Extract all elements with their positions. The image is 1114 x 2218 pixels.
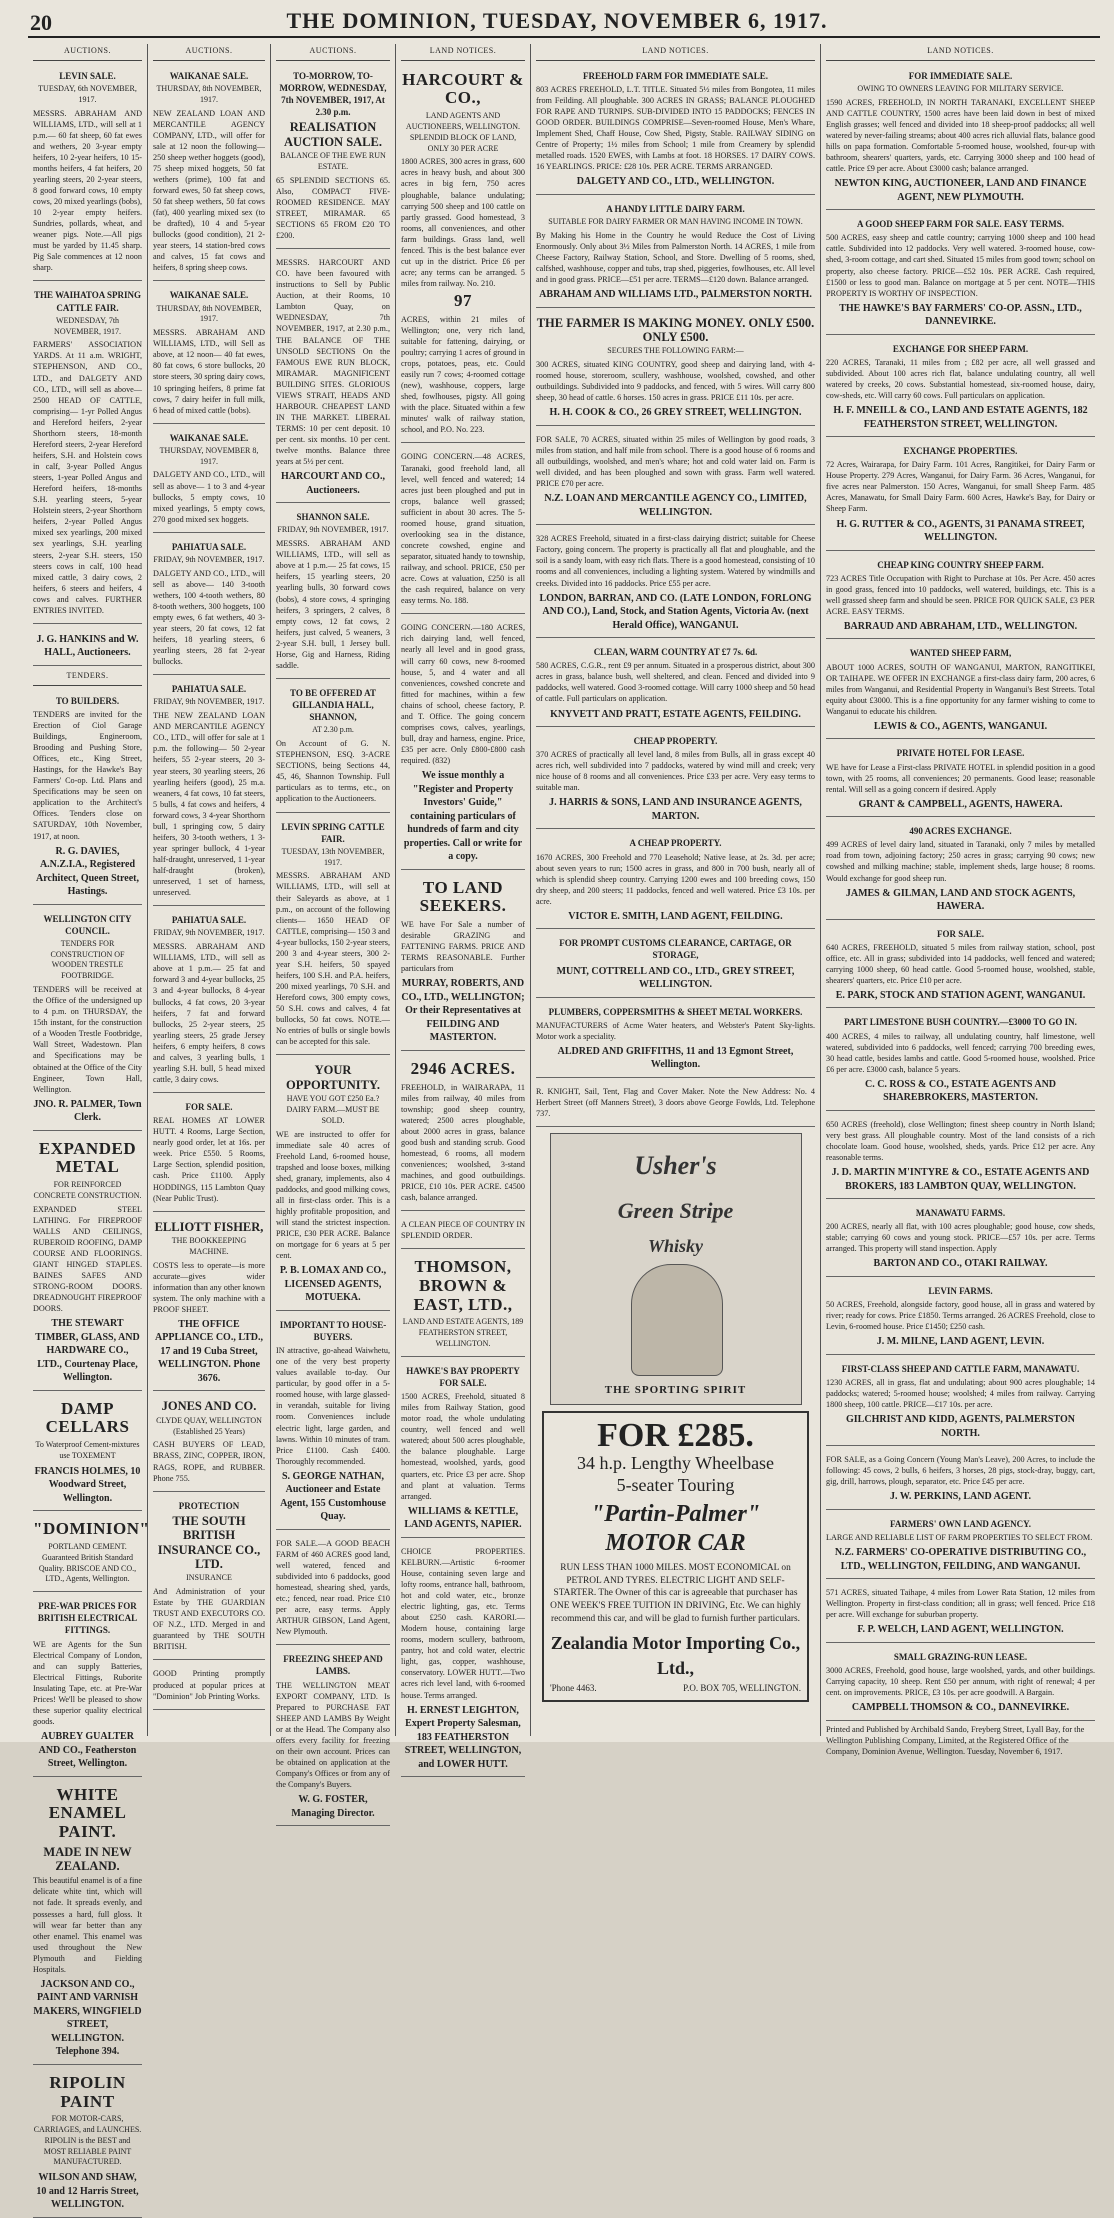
ad-signature: MUNT, COTTRELL AND CO., LTD., GREY STREET, WELLINGTON. — [556, 965, 795, 991]
ad-subtitle: FRIDAY, 9th NOVEMBER, 1917. — [153, 697, 265, 707]
ad-heading: CHEAP PROPERTY. — [633, 736, 718, 746]
advertisement — [826, 642, 1095, 739]
ad-heading: WAIKANAE SALE. — [169, 70, 249, 81]
advertisement — [33, 908, 142, 1131]
column-header: AUCTIONS. — [276, 44, 390, 61]
ad-heading: WAIKANAE SALE. — [169, 432, 249, 443]
motor-spec: 34 h.p. Lengthy Wheelbase — [576, 1453, 775, 1474]
ad-subtitle: LAND AGENTS AND AUCTIONEERS, WELLINGTON. SPLENDID BLOCK OF LAND, ONLY 30 PER ACRE — [405, 111, 521, 153]
ad-body: 723 ACRES Title Occupation with Right to Purchase at 10s. Per Acre. 450 acres in good grass, fenced into 10 paddocks, well watered, buildings, etc. This is a well grassed sheep farm and should be seen. PRICE FOR QUICK SALE, £3 PER ACRE. EASY TERMS. — [826, 573, 1095, 616]
ad-signature: GILCHRIST AND KIDD, AGENTS, PALMERSTON NORTH. — [846, 1414, 1075, 1439]
ad-subtitle: FRIDAY, 9th NOVEMBER, 1917. — [153, 554, 265, 564]
ad-subheadline: REALISATION AUCTION SALE. — [284, 120, 382, 149]
advertisement — [401, 1214, 525, 1249]
ad-signature: JNO. R. PALMER, Town Clerk. — [33, 1098, 142, 1124]
ad-signature: J. D. MARTIN M'INTYRE & CO., ESTATE AGENTS AND BROKERS, 183 LAMBTON QUAY, WELLINGTON. — [831, 1167, 1090, 1192]
ad-body: CHOICE PROPERTIES. KELBURN.—Artistic 6-roomer House, containing seven large and lofty rooms, entrance hall, bathroom, hot and cold water, etc., bronze electric lighting, gas, etc. Terms about £250 cash. KARORI.—Modern house, containing large rooms, modern scullery, bathroom, pantry, hot and cold water, electric light, gas, copper, washhouse, conservatory. LOWER HUTT.—Two acres rich level land, with 6-roomed house. Terms arranged. — [401, 1546, 525, 1700]
ad-signature: H. H. COOK & CO., 26 GREY STREET, WELLINGTON. — [549, 407, 802, 419]
ad-body: 1800 ACRES, 300 acres in grass, 600 acres in heavy bush, and about 300 acres in big fern, 750 acres ploughable, balance undulating; carrying 500 sheep and 100 cattle on partly grassed. Good homestead, 3 rooms, all conveniences, and other farm buildings. Grass land, well fenced. This is the best balance ever cut up in the district. Price £6 per acre; any terms can be arranged. 5 miles from railway. No. 210. — [401, 157, 525, 289]
ad-subtitle: BALANCE OF THE EWE RUN ESTATE. — [280, 151, 386, 171]
ad-heading: PRIVATE HOTEL FOR LEASE. — [896, 748, 1025, 759]
ad-subtitle: FRIDAY, 9th NOVEMBER, 1917. — [153, 928, 265, 938]
advertisement — [153, 427, 265, 533]
ad-body: 500 ACRES, easy sheep and cattle country; carrying 1000 sheep and 100 head cattle. Subdivided into 12 paddocks. Very well watered. 3-roomed house, cow-shed, 3-room cottage, and cart shed. Situated 15 miles from good town; school on property, also cheese factory. PRICE—£52 10s. PER ACRE. Cash required, £1500 or less to good man. Balance on mortgage at 5 per cent. NOTE—THIS PROPERTY IS WORTHY OF INSPECTION. — [826, 233, 1095, 298]
ad-body: 200 ACRES, nearly all flat, with 100 acres ploughable; good house, cow sheds, stable; carrying 60 cows and young stock. PRICE—£57 10s. per acre. Terms arranged. This property will stand inspection. Apply — [826, 1222, 1095, 1254]
advertisement — [401, 873, 525, 1051]
column-header: LAND NOTICES. — [826, 44, 1095, 61]
ad-body: LARGE AND RELIABLE LIST OF FARM PROPERTIES TO SELECT FROM. — [826, 1532, 1093, 1542]
ad-heading: CHEAP KING COUNTRY SHEEP FARM. — [877, 559, 1044, 570]
ad-body: 65 SPLENDID SECTIONS 65. Also, COMPACT FIVE-ROOMED RESIDENCE. MAY STREET, MIRAMAR. 65 SECTIONS 65 FROM £20 TO £200. — [276, 175, 390, 241]
ad-signature: N.Z. LOAN AND MERCANTILE AGENCY CO., LIMITED, WELLINGTON. — [544, 493, 807, 518]
ad-subheadline: ELLIOTT FISHER, — [154, 1219, 264, 1234]
advertisement — [33, 284, 142, 623]
ad-body: FOR SALE, as a Going Concern (Young Man's Leave), 200 Acres, to include the following: 45 cows, 2 bulls, 6 heifers, 3 horses, 28 pigs, stock-dray, buggy, cart, gig, drill, harrows, plough, separator, etc. Price £45 per acre. — [826, 1455, 1095, 1487]
advertisement — [536, 641, 815, 727]
ad-heading: A GOOD SHEEP FARM FOR SALE. EASY TERMS. — [856, 219, 1065, 230]
ad-signature: H. F. MNEILL & CO., LAND AND ESTATE AGENTS, 182 FEATHERSTON STREET, WELLINGTON. — [833, 405, 1088, 430]
ad-heading: THE WAIHATOA SPRING CATTLE FAIR. — [33, 290, 142, 313]
ad-heading: FREEHOLD FARM FOR IMMEDIATE SALE. — [583, 70, 768, 81]
ad-body: This beautiful enamel is of a fine delicate white tint, which will not fade. It spreads evenly, and possesses a hard, full gloss. It will wear far better than any other enamel. This enamel was used throughout the New Plymouth and Fielding Hospitals. — [33, 1876, 142, 1974]
ad-signature: FRANCIS HOLMES, 10 Woodward Street, Wellington. — [34, 1465, 141, 1504]
column-6 — [821, 44, 1100, 1756]
ad-headline: 97 — [454, 291, 472, 311]
ad-heading: WELLINGTON CITY COUNCIL. — [43, 913, 132, 936]
ad-body: MESSRS. HARCOURT AND CO. have been favoured with instructions to Sell by Public Auction, at their Rooms, 10 Lambton Quay, on WEDNESDAY, 7th NOVEMBER, 1917, at 2.30 p.m., THE BALANCE OF THE UNSOLD SECTIONS On the FAMOUS EWE RUN BLOCK, MIRAMAR. MAGNIFICENT BUILDING SITES. GLORIOUS VIEWS STRAIT, HEADS AND HARBOUR. CHEAPEST LAND IN THE MARKET. LIBERAL TERMS: 10 per cent deposit. 10 per cent. six months. 10 per cent. twelve months. Balance three years at 5½ per cent. — [276, 258, 390, 467]
ad-headline: "DOMINION" — [33, 1519, 150, 1539]
ad-body: COSTS less to operate—is more accurate—gives wider information than any other known system. The only machine with a PROOF SHEET. — [153, 1260, 265, 1314]
ad-subheadline: JONES AND CO. — [161, 1399, 257, 1414]
ad-subtitle: TUESDAY, 13th NOVEMBER, 1917. — [281, 846, 385, 867]
ad-body: MESSRS. ABRAHAM AND WILLIAMS, LTD., will sell as above at 1 p.m.— 25 fat cows, 15 heifers, 15 yearling steers, 20 yearling bulls, 30 forward cows (bobs), 4 store cows, 4 springing heifers, 3 springers, 2 calves, 8 empty cows, 12 fat cows, 2 heifers, just calved, 5 weaners, 3 2-year S.H. bull, 1 Jersey bull. Horse, Gig and Harness, Riding saddle. — [276, 539, 390, 670]
ad-signature: WILLIAMS & KETTLE, LAND AGENTS, NAPIER. — [404, 1505, 522, 1531]
masthead-rule — [28, 36, 1100, 38]
ad-subtitle: SUITABLE FOR DAIRY FARMER OR MAN HAVING INCOME IN TOWN. — [548, 217, 803, 227]
column-header: AUCTIONS. — [33, 44, 142, 61]
columns — [28, 44, 1100, 2211]
ad-body: EXPANDED STEEL LATHING. For FIREPROOF WALLS AND CEILINGS, RUBEROID ROOFING, DAMP COURSE AND FLOORINGS. GIANT HINGED STAPLES. BAINES SAFES AND STRONG-ROOM DOORS. DREADNOUGHT FIREPROOF DOORS. — [33, 1204, 142, 1314]
ad-signature: P. B. LOMAX AND CO., LICENSED AGENTS, MOTUEKA. — [279, 1265, 387, 1304]
ad-heading: FOR IMMEDIATE SALE. — [908, 70, 1013, 81]
ad-heading: SHANNON SALE. — [296, 512, 370, 523]
motor-contact — [550, 1682, 801, 1694]
ad-heading: FREEZING SHEEP AND LAMBS. — [283, 1654, 383, 1677]
ad-signature: THE HAWKE'S BAY FARMERS' CO-OP. ASSN., LTD., DANNEVIRKE. — [839, 302, 1082, 328]
ad-signature: THE STEWART TIMBER, GLASS, AND HARDWARE CO., LTD., Courtenay Place, Wellington. — [35, 1318, 140, 1384]
ad-body: DALGETY AND CO., LTD., will sell as above— 140 3-tooth wethers, 100 4-tooth wethers, 80 8-tooth wethers, 300 hoggets, 100 empty ewes, 6 fat wethers, 40 3-year steers, 20 fat cows, 12 fat heifers, 18 yearling steers, 6 yearling steers, 28 fat 2-year bullocks. — [153, 568, 265, 667]
advertisement — [33, 65, 142, 282]
advertisement — [401, 1054, 525, 1211]
ad-signature: HARCOURT AND CO., Auctioneers. — [281, 471, 385, 496]
ad-signature: J. HARRIS & SONS, LAND AND INSURANCE AGENTS, MARTON. — [549, 797, 802, 822]
column-3 — [271, 44, 396, 1819]
page-number: 20 — [30, 10, 52, 35]
advertisement — [401, 446, 525, 614]
advertisement — [826, 1114, 1095, 1199]
motor-price: FOR £285. — [597, 1417, 754, 1455]
advertisement — [536, 198, 815, 308]
advertisement — [826, 1358, 1095, 1446]
ad-body: WE are instructed to offer for immediate sale 40 acres of Freehold Land, 6-roomed house, trapshed and loose boxes, milking shed, granary, implements, also 4 paddocks, and good milking cows, all in first-class order. This is a highly profitable proposition, and will stand the strictest inspection. PRICE, £30 PER ACRE. Balance on mortgage for 6 years at 5 per cent. — [276, 1129, 390, 1261]
ad-body: 1590 ACRES, FREEHOLD, IN NORTH TARANAKI, EXCELLENT SHEEP AND CATTLE COUNTRY, 1500 acres have been laid down in best of mixed English grasses; well fenced and divided into 18 sheep-proof paddocks; all well watered by never-failing streams; about 400 acres rich alluvial flats, balance good hills on papa formation. Comfortable 5-roomed house, woolshed, four-up with bathroom, shearers' quarters, yards, etc. Carrying 3000 sheep and 100 head of cattle. Price £9 per acre. About £3000 cash; balance arranged. — [826, 97, 1095, 174]
bottle-illustration — [631, 1264, 723, 1376]
ad-body: 400 ACRES, 4 miles to railway, all undulating country, half limestone, well watered, subdivided into 6 paddocks, well fenced; carrying 700 breeding ewes, 30 head cattle, besides lambs and cattle. Good 5-roomed house, woolshed. Price £6 per acre. £3000 cash, balance 5 years. — [826, 1031, 1095, 1074]
ad-signature: W. G. FOSTER, Managing Director. — [291, 1794, 375, 1819]
ad-signature: NEWTON KING, AUCTIONEER, LAND AND FINANCE AGENT, NEW PLYMOUTH. — [834, 178, 1087, 203]
ad-heading: PAHIATUA SALE. — [171, 541, 247, 552]
ad-subtitle: FOR REINFORCED CONCRETE CONSTRUCTION. — [33, 1180, 142, 1200]
ad-body: 1500 ACRES, Freehold, situated 8 miles from Railway Station, good motor road, the whole undulating country, well fenced and well watered; about 500 acres ploughable, the balance ploughable. Large homestead, woolshed, yards, good quarters, etc. Price £3 per acre. Shop and plant at valuation. Terms arranged. — [401, 1392, 525, 1501]
ad-body: IN attractive, go-ahead Waiwhetu, one of the very best property values available to-day. Our particular, by good offer in a 5-roomed house, with large glassed-in verandah, suitable for living room. Conveniences include electric light, large garden, and lawns. Within 10 minutes of tram. Price £1100. Cash £400. Thoroughly recommended. — [276, 1346, 390, 1466]
newspaper-title: THE DOMINION, TUESDAY, NOVEMBER 6, 1917. — [286, 8, 828, 33]
advertisement — [276, 682, 390, 813]
section-header: TENDERS. — [33, 669, 142, 686]
ad-headline: HARCOURT & CO., — [402, 69, 524, 108]
ad-headline: RIPOLIN PAINT — [49, 2072, 126, 2111]
whisky-slogan: THE SPORTING SPIRIT — [604, 1384, 747, 1397]
advertisement — [33, 627, 142, 666]
printer-imprint: Printed and Published by Archibald Sando, Freyberg Street, Lyall Bay, for the Wellington Publishing Company, Limited, at the Registered Office of the Company, Dominion Avenue, Wellington. Tuesday, November 6, 1917. — [826, 1724, 1085, 1756]
advertisement — [826, 923, 1095, 1009]
ad-signature: VICTOR E. SMITH, LAND AGENT, FEILDING. — [568, 910, 783, 922]
ad-body: MESSRS. ABRAHAM AND WILLIAMS, LTD., will sell as above at 1 p.m.— 25 fat and forward 3 and 4-year bullocks, 25 3 and 4-year bullocks, 8 4-year bullocks, 4 fat cows, 20 3-year heifers, 7 fat and forward bullocks, 25 2-year steers, 25 yearling steers, 25 grade Jersey heifers, 6 empty heifers, 8 cows and calves, 3 yearling bulls, 1 yearling S.H. bull, 5 head mixed cattle, 3 dairy cows. — [153, 942, 265, 1084]
advertisement — [401, 1252, 525, 1356]
ad-subtitle: HAVE YOU GOT £250 Ea.? DAIRY FARM.—MUST BE SOLD. — [286, 1094, 380, 1125]
advertisement — [536, 932, 815, 997]
ad-heading: LEVIN FARMS. — [928, 1285, 993, 1296]
ad-body: WE have For Sale a number of desirable GRAZING and FATTENING FARMS. PRICE AND TERMS REASONABLE. Further particulars from — [401, 920, 525, 974]
ad-heading: CLEAN, WARM COUNTRY AT £7 7s. 6d. — [593, 647, 758, 658]
column-2 — [148, 44, 271, 1736]
ad-subtitle: THURSDAY, 8th NOVEMBER, 1917. — [156, 303, 262, 324]
ad-signature: THE OFFICE APPLIANCE CO., LTD., 17 and 19 Cuba Street, WELLINGTON. Phone 3676. — [155, 1318, 263, 1384]
ad-signature: JACKSON AND CO., PAINT AND VARNISH MAKERS, WINGFIELD STREET, WELLINGTON. Telephone 394. — [33, 1978, 142, 2058]
ad-heading: PAHIATUA SALE. — [171, 684, 247, 695]
ad-signature: LEWIS & CO., AGENTS, WANGANUI. — [873, 720, 1048, 732]
advertisement — [536, 311, 815, 426]
advertisement — [536, 528, 815, 638]
advertisement — [153, 1215, 265, 1392]
advertisement — [401, 1541, 525, 1777]
ad-subtitle: LAND AND ESTATE AGENTS, 189 FEATHERSTON STREET, WELLINGTON. — [402, 1317, 524, 1349]
ad-heading: MANAWATU FARMS. — [915, 1208, 1006, 1219]
ad-subtitle: AT 2.30 p.m. — [312, 725, 354, 735]
ad-body: WE are Agents for the Sun Electrical Company of London, and can supply Batteries, Electrical Fittings, Ruborite Insulating Tape, etc. at Pre-War Prices! We'll be pleased to show these superior quality electrical goods. — [33, 1639, 142, 1726]
ad-signature: CAMPBELL THOMSON & CO., DANNEVIRKE. — [851, 1702, 1070, 1714]
ad-body: CASH BUYERS OF LEAD, BRASS, ZINC, COPPER, IRON, RAGS, ROPE, and RUBBER. Phone 755. — [153, 1440, 265, 1483]
ad-subtitle: INSURANCE — [186, 1573, 232, 1583]
ad-body: R. KNIGHT, Sail, Tent, Flag and Cover Maker. Note the New Address: No. 4 Herbert Street (off Manners Street), 3 doors above George Fowlds, Ltd. Telephone 737. — [536, 1086, 815, 1119]
ad-heading: LEVIN SALE. — [59, 70, 116, 81]
advertisement — [826, 1646, 1095, 1721]
ad-subheadline: YOUR OPPORTUNITY. — [286, 1063, 380, 1092]
ad-heading: PRE-WAR PRICES FOR BRITISH ELECTRICAL FITTINGS. — [37, 1601, 138, 1636]
ad-body: 220 ACRES, Taranaki, 11 miles from ; £82 per acre, all well grassed and subdivided. About 100 acres rich flat, balance undulating country, all well watered by creeks, 20 cows. Substantial homestead, six-roomed house, dairy, cow-sheds, etc. Will carry 60 cows. Full particulars on application. — [826, 357, 1095, 401]
column-header: AUCTIONS. — [153, 44, 265, 61]
ad-signature: KNYVETT AND PRATT, ESTATE AGENTS, FEILDING. — [550, 708, 801, 720]
ad-signature: JAMES & GILMAN, LAND AND STOCK AGENTS, HAWERA. — [845, 887, 1076, 913]
ad-body: WE have for Lease a First-class PRIVATE HOTEL in splendid position in a good town, with 25 rooms, all conveniences; 20 permanents. Good lease; reasonable rental. Will sell as a going concern if desired. Apply — [826, 762, 1095, 794]
advertisement — [826, 1011, 1095, 1110]
ad-headline: WHITE ENAMEL PAINT. — [48, 1784, 127, 1841]
ad-body: 1670 ACRES, 300 Freehold and 770 Leasehold; Native lease, at 2s. 3d. per acre; about seven years to run; 1500 acres in grass, and 800 in 700 bush, nearly all of which is splendid sheep country. Carrying 1200 ewes and 100 breeding cows, 150 dry sheep, and 200 steers; 11 paddocks, fenced and well watered. Price £3 10s. per acre. — [536, 852, 815, 906]
motor-name: "Partin-Palmer" MOTOR CAR — [590, 1501, 761, 1557]
ad-subtitle: To Waterproof Cement-mixtures use TOXEMENT — [35, 1440, 140, 1460]
ad-heading: PROTECTION — [178, 1500, 240, 1511]
advertisement — [826, 65, 1095, 210]
ad-body: FOR SALE, 70 ACRES, situated within 25 miles of Wellington by good roads, 3 miles from station, and half mile from school. There is a good house of 6 rooms and all outbuildings, woolshed, and men's whare; hot and cold water laid on. Farm is well divided, and has been ploughed and sown with grass. Farm well watered. PRICE £70 per acre. — [536, 434, 815, 489]
ad-body: GOOD Printing promptly produced at popular prices at "Dominion" Job Printing Works. — [153, 1669, 265, 1701]
ad-signature: S. GEORGE NATHAN, Auctioneer and Estate Agent, 155 Customhouse Quay. — [280, 1470, 386, 1523]
ad-headline: 2946 ACRES. — [410, 1058, 516, 1078]
ad-body: FARMERS' ASSOCIATION YARDS. At 11 a.m. WRIGHT, STEPHENSON, AND CO., LTD., and DALGETY AND CO., LTD., will sell as above— 2500 HEAD OF CATTLE, comprising— 1-yr Polled Angus and Hereford heifers, 2-year Shorthorn steers, 18-month Hereford steers, 2-year Hereford heifers, S.H. and Holstein cows in calf, 3-year Polled Angus steers, 1-year Polled Angus and Hereford heifers, 18-months S.H. yearling steers, 5-year Holstein steers, 2-year Shorthorn heifers, 2-year Polled Angus mixed sex yearlings, 200 mixed sex yearlings, S.H. yearling steers, 2-year S.H. steers, 150 steers cows in calf, 100 head mixed cattle, 3 dairy cows, 2 heifers, 6 steers and heifers, 4 cows and calves. FURTHER ENTRIES INVITED. — [33, 340, 142, 615]
motor-spec: 5-seater Touring — [616, 1474, 735, 1495]
ad-heading: FARMERS' OWN LAND AGENCY. — [889, 1518, 1031, 1529]
advertisement — [153, 678, 265, 906]
ad-body: A CLEAN PIECE OF COUNTRY IN SPLENDID ORDER. — [401, 1220, 525, 1241]
ad-signature: WILSON AND SHAW, 10 and 12 Harris Street, WELLINGTON. — [36, 2172, 139, 2211]
ad-body: 300 ACRES, situated KING COUNTRY, good sheep and dairying land, with 4-roomed house, storeroom, scullery, washhouse, woolshed, cowshed, and other outbuildings. Subdivided into 9 paddocks, and fenced, with 5 wires. Will carry 800 sheep, 30 head of cattle. 6 horses. 150 acres in grass. PRICE £11 10s. per acre. — [536, 360, 815, 403]
advertisement — [153, 1663, 265, 1709]
ad-signature: H. G. RUTTER & CO., AGENTS, 31 PANAMA STREET, WELLINGTON. — [836, 518, 1085, 544]
advertisement — [153, 536, 265, 676]
ad-subtitle: WEDNESDAY, 7th NOVEMBER, 1917. — [54, 315, 121, 336]
ad-signature: E. PARK, STOCK AND STATION AGENT, WANGANUI. — [835, 989, 1086, 1001]
ad-signature: We issue monthly a "Register and Property Investors' Guide," containing particulars of hundreds of farm and city properties. Call or write for a copy. — [403, 770, 523, 863]
advertisement — [33, 1595, 142, 1776]
ad-body: REAL HOMES AT LOWER HUTT. 4 Rooms, Large Section, nearly good order, let at 16s. per week. Price £550. 5 Rooms, Large Section, splendid position, cash. Price £1100. Apply HODDINGS, 115 Lambton Quay (Near Public Trust). — [153, 1116, 265, 1203]
ad-heading: EXCHANGE PROPERTIES. — [903, 446, 1018, 457]
ad-signature: ALDRED AND GRIFFITHS, 11 and 13 Egmont Street, Wellington. — [557, 1045, 794, 1071]
ad-body: 370 ACRES of practically all level land, 8 miles from Bulls, all in grass except 40 acres rich, well subdivided into 7 paddocks, watered by wind mill and creek; very nice house of 8 rooms and all conveniences. Price £33 per acre. Very easy terms to suitable man. — [536, 750, 815, 793]
advertisement — [401, 617, 525, 869]
ad-heading: FOR PROMPT CUSTOMS CLEARANCE, CARTAGE, OR STORAGE, — [559, 938, 792, 961]
ad-heading: A CHEAP PROPERTY. — [629, 838, 722, 849]
advertisement — [153, 284, 265, 423]
ad-body: On Account of G. N. STEPHENSON, ESQ. 3-ACRE SECTIONS, being Sections 44, 45, 46, Shannon Township. Full particulars as to terms, etc., on application to the Auctioneers. — [276, 739, 390, 804]
ad-signature: J. G. HANKINS and W. HALL, Auctioneers. — [36, 633, 139, 659]
ad-body: GOING CONCERN.—48 ACRES, Taranaki, good freehold land, all level, well fenced and watered; 14 acres just been ploughed and put in crops, balance well grassed; sufficient in about 30 acres. The 5-roomed house, grand situation, overlooking sea in the distance, concrete cowshed, engine and separator, situated handy to township, railway, and school. PRICE, £50 per acre. Cows at valuation, £250 is all the cash required, balance on very easy terms. No. 188. — [401, 452, 525, 606]
ad-subtitle: THURSDAY, NOVEMBER 8, 1917. — [159, 445, 259, 466]
ad-signature: AUBREY GUALTER AND CO., Featherston Street, Wellington. — [38, 1731, 137, 1770]
ad-body: 499 ACRES of level dairy land, situated in Taranaki, only 7 miles by metalled road from town, adjoining factory; 250 acres in grass; carrying 90 cows; new cowshed and milking machine; stable, implement sheds, large house; 8 rooms. Would exchange for good sheep run. — [826, 840, 1095, 883]
ad-body: 72 Acres, Wairarapa, for Dairy Farm. 101 Acres, Rangitikei, for Dairy Farm or House Property. 279 Acres, Wanganui, for Dairy Farm. 36 Acres, Wanganui, for five acres near Palmerston. 150 Acres, Wanganui, for small Sheep Farm. 485 Acres, Manawatu, for Small Dairy Farm. 600 Acres, Hawke's Bay, for Dairy or Sheep Farm. — [826, 460, 1095, 514]
whisky-brand: Usher's — [634, 1151, 717, 1181]
ad-signature: J. W. PERKINS, LAND AGENT. — [890, 1491, 1031, 1503]
advertisement — [536, 832, 815, 929]
motor-phone: 'Phone 4463. — [550, 1682, 597, 1693]
advertisement — [153, 1495, 265, 1661]
ad-body: By Making his Home in the Country he would Reduce the Cost of Living Enormously. Only about 3½ Miles from Palmerston North. 14 ACRES, 1 mile from Cheese Factory, Railway Station, School, and Store. Dwelling of 5 rooms, shed, calfshed, washhouse, copper and tubs, trap shed, piggeries, fowlhouses, etc. All level and in good grass. PRICE—£51 per acre. TERMS—£120 down. Balance arranged. — [536, 230, 815, 285]
advertisement — [153, 65, 265, 282]
advertisement — [826, 554, 1095, 640]
motor-box: P.O. BOX 705, WELLINGTON. — [683, 1682, 801, 1693]
advertisement — [826, 213, 1095, 335]
advertisement — [33, 1514, 150, 1592]
ad-signature: H. ERNEST LEIGHTON, Expert Property Salesman, 183 FEATHERSTON STREET, WELLINGTON, and LOWER HUTT. — [404, 1704, 522, 1770]
ad-subtitle: FOR MOTOR-CARS, CARRIAGES, and LAUNCHES. RIPOLIN is the BEST and MOST RELIABLE PAINT MANUFACTURED. — [33, 2114, 142, 2167]
ad-body: NEW ZEALAND LOAN AND MERCANTILE AGENCY COMPANY, LTD., will offer for sale at 12 noon the following— 250 sheep wether hoggets (good), 75 sheep mixed hoggets, 50 fat wethers (prime), 100 fat and forward ewes, 50 fat sheep cows, 50 fat sheep wethers, 50 fat cows (fat), 400 yearling mixed sex (to be drafted), 10 4 and 5-year bullocks (good condition), 21 2-year steers, 14 station-bred cows and calves, 15 fat cows and heifers, 8 spring sheep cows. — [153, 108, 265, 273]
ad-heading: WANTED SHEEP FARM, — [909, 648, 1012, 659]
advertisement — [33, 1394, 142, 1511]
ad-heading: FIRST-CLASS SHEEP AND CATTLE FARM, MANAWATU. — [841, 1363, 1080, 1374]
column-header: LAND NOTICES. — [536, 44, 815, 61]
ad-body: FREEHOLD, in WAIRARAPA, 11 miles from railway, 40 miles from township; good sheep country, watered; 2500 acres ploughable, about 2000 acres in grass, balance good bush and standing scrub. Good homestead, 6 rooms, all modern conveniences; woolshed, 3-stand machines, and good outbuildings. PRICE, £10 10s. PER ACRE. £4500 cash, balance arranged. — [401, 1082, 525, 1203]
whisky-advertisement-illustration — [550, 1133, 802, 1405]
advertisement — [276, 65, 390, 249]
ad-body: ACRES, within 21 miles of Wellington; one, very rich land, suitable for fattening, dairying, or poultry; carrying 1 acres of ground in crops, potatoes, peas, etc. Could easily run 7 cows; 4-roomed cottage (new), washhouse, coppers, large shed, fowlhouses, pigsty. All going with the place. Situated within a few minutes' walk of railway station, school, and P.O. No. 223. — [401, 314, 525, 435]
ad-subtitle: CLYDE QUAY, WELLINGTON (Established 25 Years) — [156, 1415, 262, 1436]
ad-subheadline: THE SOUTH BRITISH INSURANCE CO., LTD. — [157, 1513, 261, 1571]
ad-headline: DAMP CELLARS — [45, 1398, 130, 1437]
advertisement — [153, 1394, 265, 1491]
advertisement — [276, 252, 390, 503]
ad-heading: WAIKANAE SALE. — [169, 290, 249, 301]
ad-heading: FOR SALE. — [936, 928, 984, 939]
advertisement — [536, 730, 815, 829]
whisky-kind: Whisky — [647, 1236, 703, 1257]
motor-company: Zealandia Motor Importing Co., Ltd., — [550, 1633, 801, 1678]
advertisement — [536, 429, 815, 525]
ad-body: 580 ACRES, C.G.R., rent £9 per annum. Situated in a prosperous district, about 300 acres in grass, balance bush, well sheltered, and clean. Fenced and divided into 9 paddocks, well watered. Good 3-roomed cottage. Will carry 1000 sheep and 50 head of cattle. Full particulars on application. — [536, 661, 815, 704]
advertisement — [536, 65, 815, 195]
ad-body: TENDERS will be received at the Office of the undersigned up to 4 p.m. on THURSDAY, the 15th instant, for the construction of a Wooden Trestle Footbridge, Wall Street, Wadestown. Plan and Specifications may be obtained at the Office of the City Engineer, Town Hall, Wellington. — [33, 985, 142, 1094]
ad-headline: TO LAND SEEKERS. — [419, 877, 507, 916]
ad-body: MANUFACTURERS of Acme Water heaters, and Webster's Patent Sky-lights. Motor work a speciality. — [536, 1020, 815, 1041]
advertisement — [826, 1202, 1095, 1277]
ad-subheadline: THE FARMER IS MAKING MONEY. ONLY £500. ONLY £500. — [536, 315, 815, 345]
ad-subheadline: MADE IN NEW ZEALAND. — [43, 1844, 132, 1873]
ad-heading: EXCHANGE FOR SHEEP FARM. — [892, 343, 1029, 354]
advertisement — [276, 506, 390, 679]
motor-blurb: RUN LESS THAN 1000 MILES. MOST ECONOMICAL on PETROL AND TYRES. ELECTRIC LIGHT AND SELF-STARTER. The Owner of this car is agreeable that purchaser has ONE WEEK'S FREE TUITION IN DRIVING, Etc. We can highly recommend this car, and will be glad to furnish further particulars. — [550, 1562, 801, 1624]
ad-signature: N.Z. FARMERS' CO-OPERATIVE DISTRIBUTING CO., LTD., WELLINGTON, FEILDING, AND WANGANUI. — [834, 1547, 1087, 1572]
ad-subtitle: TENDERS FOR CONSTRUCTION OF WOODEN TRESTLE FOOTBRIDGE. — [50, 938, 125, 981]
ad-signature: MURRAY, ROBERTS, AND CO., LTD., WELLINGTON; Or their Representatives at FEILDING AND MASTERTON. — [401, 978, 525, 1044]
advertisement — [826, 1582, 1095, 1643]
ad-heading: LEVIN SPRING CATTLE FAIR. — [281, 821, 385, 844]
ad-body: And Administration of your Estate by THE GUARDIAN TRUST AND EXECUTORS CO. OF N.Z., LTD. Merged in and guaranteed by THE SOUTH BRITISH. — [153, 1587, 265, 1652]
advertisement — [276, 1533, 390, 1646]
ad-body: 803 ACRES FREEHOLD, L.T. TITLE. Situated 5½ miles from Bongotea, 11 miles from Feilding. All ploughable. 300 ACRES IN GRASS; BALANCE PLOUGHED FOR RAPE AND TURNIPS. SUB-DIVIDED INTO 15 PADDOCKS; FENCES IN GOOD ORDER. BUILDINGS COMPRISE—Seven-roomed House, Men's Whare, Implement Shed, Chaff House, Cow Shed, Pigsty, Stable. RAILWAY SIDING on Centre of Property; 1½ miles from School; 1 mile from Creamery by splendid metalled roads. 1520 EWES, with Lambs at foot. 18 HORSES. 17 DAIRY COWS. 16 YEARLINGS. PRICE: £28 10s. PER ACRE. TERMS ARRANGED. — [536, 84, 815, 172]
ad-body: 571 ACRES, situated Taihape, 4 miles from Lower Rata Station, 12 miles from Wellington. Property in first-class condition; all in grass; well fenced. Price £18 per acre. Will exchange for suburban property. — [826, 1588, 1095, 1620]
advertisement — [33, 690, 142, 905]
ad-body: 1230 ACRES, all in grass, flat and undulating; about 900 acres ploughable; 14 paddocks; watered; 5-roomed house; woolshed; 4 miles from railway. Carrying 1800 sheep, 100 cattle. PRICE—£17 10s. per acre. — [826, 1377, 1095, 1410]
advertisement — [536, 1081, 815, 1127]
advertisement — [826, 1513, 1095, 1579]
advertisement — [153, 1096, 265, 1212]
ad-heading: A HANDY LITTLE DAIRY FARM. — [606, 203, 745, 214]
ad-subtitle: TUESDAY, 6th NOVEMBER, 1917. — [38, 83, 137, 104]
column-5 — [531, 44, 821, 1736]
ad-subtitle: OWING TO OWNERS LEAVING FOR MILITARY SERVICE. — [857, 83, 1064, 93]
ad-body: 640 ACRES, FREEHOLD, situated 5 miles from railway station, school, post office, etc. All in grass; subdivided into 14 paddocks, well fenced and watered; carrying 1000 sheep, 60 head cattle. Good 5-roomed house, woolshed, stable, shearers' quarters, etc. Price £10 per acre. — [826, 942, 1095, 985]
advertisement — [826, 820, 1095, 919]
advertisement — [826, 742, 1095, 817]
ad-body: 650 ACRES (freehold), close Wellington; finest sheep country in North Island; very best grass. All ploughable country. Most of the land consists of a rich chocolate loam. Good house, woolshed, sheds, yards. Price £12 per acre. Any reasonable terms. — [826, 1119, 1095, 1163]
masthead — [0, 0, 1114, 38]
ad-signature: BARRAUD AND ABRAHAM, LTD., WELLINGTON. — [843, 620, 1078, 632]
ad-headline: THOMSON, BROWN & EAST, LTD., — [413, 1257, 513, 1314]
ad-heading: TO BUILDERS. — [55, 695, 120, 706]
motor-car-advertisement — [542, 1411, 809, 1702]
advertisement — [276, 1314, 390, 1530]
advertisement — [826, 1449, 1095, 1510]
advertisement — [536, 1001, 815, 1078]
advertisement — [826, 1280, 1095, 1355]
column-header: LAND NOTICES. — [401, 44, 525, 61]
ad-subtitle: FRIDAY, 9th NOVEMBER, 1917. — [277, 525, 389, 535]
ad-heading: PART LIMESTONE BUSH COUNTRY.—£3000 TO GO IN. — [844, 1017, 1077, 1028]
advertisement — [33, 2068, 142, 2218]
ad-body: FOR SALE.—A GOOD BEACH FARM of 460 ACRES good land, well watered, fenced and subdivided into 6 paddocks, good homestead, shearing shed, yards, etc.; fenced, near road. Price £10 per acre, easy terms. Apply ARTHUR GIBSON, Land Agent, New Plymouth. — [276, 1538, 390, 1637]
ad-heading: PAHIATUA SALE. — [171, 915, 247, 926]
ad-heading: PLUMBERS, COPPERSMITHS & SHEET METAL WORKERS. — [548, 1006, 803, 1017]
ad-body: 50 ACRES, Freehold, alongside factory, good house, all in grass and watered by river; ready for cows. Price £1850. Terms arranged. 26 ACRES Freehold, close to Levin, 6-roomed house. Price £1450; £250 cash. — [826, 1300, 1095, 1332]
ad-body: ABOUT 1000 ACRES, SOUTH OF WANGANUI, MARTON, RANGITIKEI, OR TAIHAPE. WE OFFER IN EXCHANGE a first-class dairy farm, 200 acres, 6 miles from Wanganui, and Residential Property in Wanganui's Best Streets. Total equity about £3000. This is a fine opportunity for any farmer wishing to come to Wanganui to educate his children. — [826, 662, 1095, 716]
ad-body: 3000 ACRES, Freehold, good house, large woolshed, yards, and other buildings. Carrying capacity, 10 sheep. Rent £50 per annum, with right of renewal; 4 per cent. on improvements. PRICE, £3 10s. per acre goodwill. A Bargain. — [826, 1665, 1095, 1697]
advertisement — [276, 816, 390, 1056]
ad-body: GOING CONCERN.—180 ACRES, rich dairying land, well fenced, nearly all level and in good grass, will carry 60 cows, new 8-roomed house, 5, and 4 water and all conveniences, cowshed concrete and fitted for machines, within a few chains of school, cheese factory, P. and T. Office. The going concern comprises cows, calves, yearlings, bull, dray and harness, engine. Price, £35 per acre. Only £800-£800 cash required. (832) — [401, 623, 525, 766]
advertisement — [401, 65, 525, 444]
advertisement — [401, 1360, 525, 1538]
ad-signature: GRANT & CAMPBELL, AGENTS, HAWERA. — [858, 798, 1063, 810]
ad-body: MESSRS. ABRAHAM AND WILLIAMS, LTD., will sell at their Saleyards as above, at 1 p.m., on account of the following clients— 1650 HEAD OF CATTLE, comprising— 150 3 and 4-year bullocks, 150 2-year steers, 200 3 and 4-year steers, 300 2-year S.H. heifers, 50 spayed heifers, 100 S.H. and P.A. heifers, 200 mixed yearlings, 70 S.H. and Hereford cows, 300 empty cows, 50 S.H. cows and calves, 4 fat bullocks, 50 fat cows. NOTE.—No entries of bulls or single bowls can be accepted for this sale. — [276, 871, 390, 1047]
advertisement — [276, 1058, 390, 1310]
ad-headline: EXPANDED METAL — [38, 1138, 137, 1177]
ad-body: MESSRS. ABRAHAM AND WILLIAMS, LTD., will sell at 1 p.m.— 60 fat sheep, 60 fat ewes and wethers, 20 3-year empty heifers, 10 2-year heifers, 10 15-months heifers, 4 fat heifers, 20 yearling steers, 20 2-year steers, 8 good forward cows, 10 empty cows, 20 mixed yearlings (bobs), 10 2-year empty heifers. Sundries, pollards, wheat, and weaner pigs. Note.—All pigs must be yarded by 11.45 sharp. Pig Sale commences at 12 noon sharp. — [33, 108, 142, 273]
ad-signature: R. G. DAVIES, A.N.Z.I.A., Registered Architect, Queen Street, Hastings. — [36, 845, 139, 898]
ad-heading: FOR SALE. — [185, 1102, 233, 1112]
ad-heading: TO BE OFFERED AT GILLANDIA HALL, SHANNON, — [290, 687, 376, 723]
ad-heading: SMALL GRAZING-RUN LEASE. — [893, 1651, 1028, 1662]
ad-body: TENDERS are invited for the Erection of Ciol Garage Buildings, Engineroom, Brooding and Pushing Store, Offices, etc., King Street, Hastings, for the Hawke's Bay Farmers' Co-op. Ltd. Plans and Specifications may be seen on application to the Architect's Offices. Tenders close on SATURDAY, 10th November, 1917, at noon. — [33, 709, 142, 841]
ad-signature: ABRAHAM AND WILLIAMS LTD., PALMERSTON NORTH. — [539, 289, 812, 301]
ad-subtitle: PORTLAND CEMENT. Guaranteed British Standard Quality. BRISCOE AND CO., LTD., Agents, Wellington. — [38, 1541, 137, 1584]
column-4 — [396, 44, 531, 1770]
ad-heading: HAWKE'S BAY PROPERTY FOR SALE. — [406, 1365, 520, 1388]
ad-body: THE NEW ZEALAND LOAN AND MERCANTILE AGENCY CO., LTD., will offer for sale at 1 p.m. the following— 50 2-year heifers, 55 2-year steers, 20 3-year steers, 30 yearling steers, 26 yearling heifers (good), 25 m.a. weaners, 4 fat cows, 10 fat steers, 5 bulls, 4 fat cows and heifers, 4 forward cows, 3 4-year Shorthorn bull, 1 springing cow, 5 dairy heifers, 30 3-tooth wethers, 1 3-year springer bullock, 4 1-year half-draught, unreserved, 1 1-year half-draught (broken), unreserved, 1 set of harness, unreserved. — [153, 711, 265, 898]
column-1 — [28, 44, 150, 2211]
ad-heading: 490 ACRES EXCHANGE. — [909, 826, 1012, 837]
ad-body: THE WELLINGTON MEAT EXPORT COMPANY, LTD. Is Prepared to PURCHASE FAT SHEEP AND LAMBS By Weight or at the Head. The Company also offers every facility for freezing on their own account. Prices can be obtained on application at the Company's Offices or from any of the Company's Buyers. — [276, 1680, 390, 1790]
ad-signature: BARTON AND CO., OTAKI RAILWAY. — [873, 1258, 1048, 1270]
advertisement — [153, 909, 265, 1093]
ad-subtitle: THURSDAY, 8th NOVEMBER, 1917. — [156, 83, 262, 104]
ad-signature: J. M. MILNE, LAND AGENT, LEVIN. — [876, 1336, 1045, 1348]
ad-signature: LONDON, BARRAN, AND CO. (LATE LONDON, FORLONG AND CO.), Land, Stock, and Station Agents, Victoria Av. (next Herald Office), WANGANUI. — [539, 592, 812, 631]
advertisement — [826, 440, 1095, 550]
ad-signature: C. C. ROSS & CO., ESTATE AGENTS AND SHAREBROKERS, MASTERTON. — [864, 1078, 1057, 1104]
advertisement — [33, 1780, 142, 2065]
ad-subtitle: THE BOOKKEEPING MACHINE. — [171, 1236, 247, 1256]
advertisement — [276, 1648, 390, 1826]
ad-heading: IMPORTANT TO HOUSE-BUYERS. — [279, 1319, 387, 1342]
ad-signature: F. P. WELCH, LAND AGENT, WELLINGTON. — [857, 1624, 1064, 1636]
ad-body: MESSRS. ABRAHAM AND WILLIAMS, LTD., will Sell as above, at 12 noon— 40 fat ewes, 80 fat cows, 6 store bullocks, 20 store steers, 30 spring dairy cows, 10 springing heifers, 8 prime fat cows, 7 dairy heifer in full milk, 6 head of mixed cattle (bobs). — [153, 328, 265, 415]
ad-body: DALGETY AND CO., LTD., will sell as above— 1 to 3 and 4-year bullocks, 5 empty cows, 10 mixed yearlings, 5 empty cows, 270 good mixed sex hoggets. — [153, 470, 265, 524]
advertisement — [826, 338, 1095, 437]
ad-heading: TO-MORROW, TO-MORROW, WEDNESDAY, 7th NOVEMBER, 1917, At 2.30 p.m. — [279, 70, 387, 118]
ad-signature: DALGETY AND CO., LTD., WELLINGTON. — [576, 176, 775, 188]
whisky-name: Green Stripe — [617, 1198, 734, 1224]
ad-body: 328 ACRES Freehold, situated in a first-class dairying district; suitable for Cheese Factory, going concern. The property is practically all flat and ploughable, and the soil is a sandy loam, with easy rich flats. There is a good homestead, consisting of 10 rooms and all conveniences, including a lighting system. Watered by windmills and creeks. Divided into 16 paddocks. Price £55 per acre. — [536, 534, 815, 588]
advertisement — [33, 1134, 142, 1391]
ad-subtitle: SECURES THE FOLLOWING FARM:— — [607, 346, 744, 356]
